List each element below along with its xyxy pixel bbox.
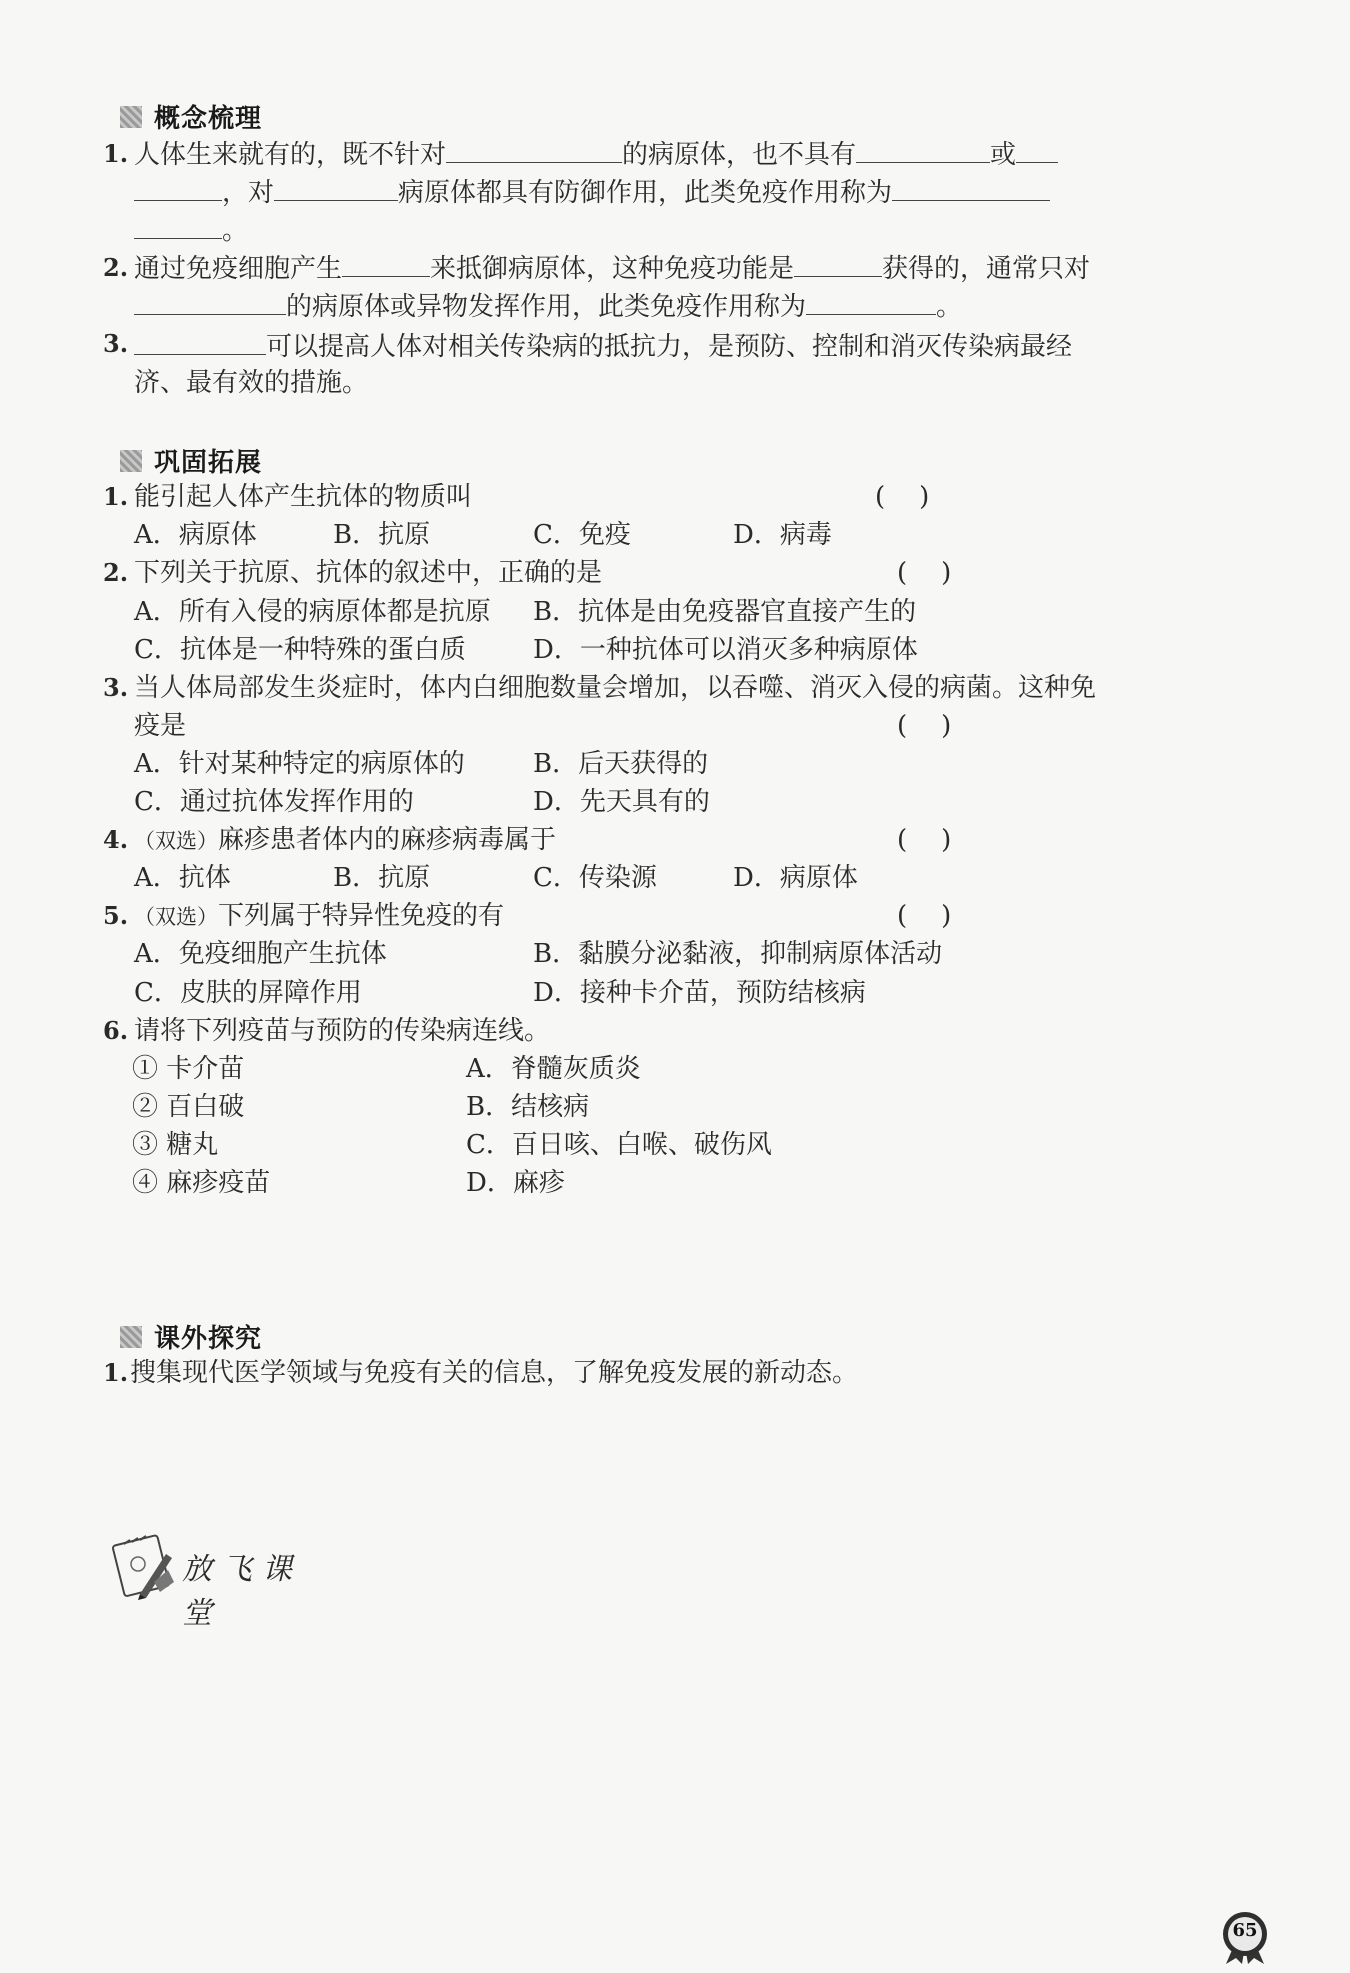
answer-paren[interactable]: (): [897, 901, 986, 931]
answer-blank[interactable]: [806, 290, 936, 315]
answer-blank[interactable]: [134, 290, 286, 315]
question-text: 。: [936, 292, 963, 322]
option-c[interactable]: C．通过抗体发挥作用的: [134, 787, 414, 817]
question-stem: 疫是: [134, 711, 187, 741]
option-b[interactable]: B．黏膜分泌黏液，抑制病原体活动: [533, 939, 943, 969]
fly-classroom-logo: [110, 1530, 340, 1631]
answer-paren[interactable]: (): [897, 558, 986, 588]
answer-blank[interactable]: [856, 138, 990, 163]
question-text: 通过免疫细胞产生: [134, 254, 343, 284]
question-tag: （双选）: [134, 829, 218, 853]
question-line: [134, 138, 1058, 171]
answer-blank[interactable]: [342, 252, 430, 277]
question-number: 1.: [103, 1358, 129, 1387]
question-text: 获得的，通常只对: [882, 254, 1091, 284]
answer-blank[interactable]: [892, 176, 1050, 201]
question-stem: 请将下列疫苗与预防的传染病连线。: [134, 1016, 551, 1046]
option-a[interactable]: A．针对某种特定的病原体的: [134, 749, 465, 779]
section-square-icon: [120, 106, 142, 128]
disease-item[interactable]: C．百日咳、白喉、破伤风: [466, 1130, 772, 1160]
question-line: [134, 214, 248, 247]
option-a[interactable]: A．所有入侵的病原体都是抗原: [134, 597, 491, 627]
option-b[interactable]: B．抗原: [333, 863, 431, 893]
option-d[interactable]: D．病毒: [733, 520, 832, 550]
answer-blank[interactable]: [794, 252, 882, 277]
question-line: [134, 330, 1072, 363]
section-title: 巩固拓展: [154, 448, 263, 478]
question-text: 的病原体，也不具有: [622, 140, 857, 170]
answer-blank[interactable]: [446, 138, 622, 163]
question-text: 的病原体或异物发挥作用，此类免疫作用称为: [286, 292, 807, 322]
question-number: 4.: [103, 825, 129, 854]
answer-blank[interactable]: [134, 176, 222, 201]
question-stem: [134, 900, 504, 933]
question-stem: [134, 824, 556, 857]
logo-text: 放飞课堂: [182, 1552, 302, 1631]
section-consolidate-heading: [120, 442, 262, 479]
question-stem: 搜集现代医学领域与免疫有关的信息，了解免疫发展的新动态。: [130, 1358, 859, 1388]
answer-blank[interactable]: [1016, 138, 1058, 163]
section-title: 课外探究: [154, 1324, 263, 1354]
question-text: 病原体都具有防御作用，此类免疫作用称为: [398, 178, 893, 208]
question-text: 下列属于特异性免疫的有: [218, 901, 505, 931]
question-stem: 能引起人体产生抗体的物质叫: [134, 482, 473, 512]
option-c[interactable]: C．免疫: [533, 520, 631, 550]
question-tag: （双选）: [134, 905, 218, 929]
option-b[interactable]: B．抗体是由免疫器官直接产生的: [533, 597, 917, 627]
question-line: [134, 252, 1090, 285]
question-number: 1.: [103, 482, 129, 511]
question-number: 2.: [103, 253, 129, 282]
vaccine-item[interactable]: ① 卡介苗: [132, 1054, 245, 1084]
page-number: 65: [1232, 1920, 1258, 1941]
section-square-icon: [120, 1326, 142, 1348]
question-text: 人体生来就有的，既不针对: [134, 140, 447, 170]
question-number: 5.: [103, 901, 129, 930]
option-a[interactable]: A．抗体: [134, 863, 231, 893]
answer-paren[interactable]: (): [897, 825, 986, 855]
question-text: 济、最有效的措施。: [134, 368, 369, 398]
question-number: 3.: [103, 329, 129, 358]
option-b[interactable]: B．抗原: [333, 520, 431, 550]
option-d[interactable]: D．接种卡介苗，预防结核病: [533, 978, 866, 1008]
question-stem: 下列关于抗原、抗体的叙述中，正确的是: [134, 558, 603, 588]
option-d[interactable]: D．先天具有的: [533, 787, 710, 817]
question-number: 3.: [103, 673, 129, 702]
question-stem: 当人体局部发生炎症时，体内白细胞数量会增加，以吞噬、消灭入侵的病菌。这种免: [134, 673, 1097, 703]
question-text: 来抵御病原体，这种免疫功能是: [430, 254, 795, 284]
question-text: 或: [990, 140, 1017, 170]
answer-blank[interactable]: [134, 330, 266, 355]
question-line: [134, 176, 1050, 209]
question-text: 麻疹患者体内的麻疹病毒属于: [218, 825, 557, 855]
section-title: 概念梳理: [154, 104, 263, 134]
answer-blank[interactable]: [134, 214, 222, 239]
disease-item[interactable]: B．结核病: [466, 1092, 590, 1122]
disease-item[interactable]: A．脊髓灰质炎: [466, 1054, 641, 1084]
section-extra-heading: [120, 1318, 262, 1355]
option-a[interactable]: A．免疫细胞产生抗体: [134, 939, 387, 969]
vaccine-item[interactable]: ③ 糖丸: [132, 1130, 219, 1160]
question-line: [134, 290, 962, 323]
notebook-pencil-icon: [110, 1530, 190, 1600]
vaccine-item[interactable]: ④ 麻疹疫苗: [132, 1168, 271, 1198]
question-text: 。: [222, 216, 249, 246]
question-text: ，对: [222, 178, 275, 208]
section-square-icon: [120, 450, 142, 472]
option-c[interactable]: C．皮肤的屏障作用: [134, 978, 362, 1008]
question-number: 2.: [103, 558, 129, 587]
question-line: [134, 367, 368, 399]
answer-paren[interactable]: (): [897, 711, 986, 741]
option-d[interactable]: D．病原体: [733, 863, 858, 893]
question-number: 1.: [103, 139, 129, 168]
answer-blank[interactable]: [274, 176, 398, 201]
vaccine-item[interactable]: ② 百白破: [132, 1092, 245, 1122]
answer-paren[interactable]: (): [875, 482, 964, 512]
question-number: 6.: [103, 1016, 129, 1045]
option-b[interactable]: B．后天获得的: [533, 749, 709, 779]
section-concept-heading: [120, 98, 262, 135]
page-number-badge: [1218, 1910, 1272, 1964]
question-text: 可以提高人体对相关传染病的抵抗力，是预防、控制和消灭传染病最经: [266, 332, 1073, 362]
option-c[interactable]: C．传染源: [533, 863, 657, 893]
option-a[interactable]: A．病原体: [134, 520, 257, 550]
disease-item[interactable]: D．麻疹: [466, 1168, 565, 1198]
option-d[interactable]: D．一种抗体可以消灭多种病原体: [533, 635, 918, 665]
option-c[interactable]: C．抗体是一种特殊的蛋白质: [134, 635, 466, 665]
